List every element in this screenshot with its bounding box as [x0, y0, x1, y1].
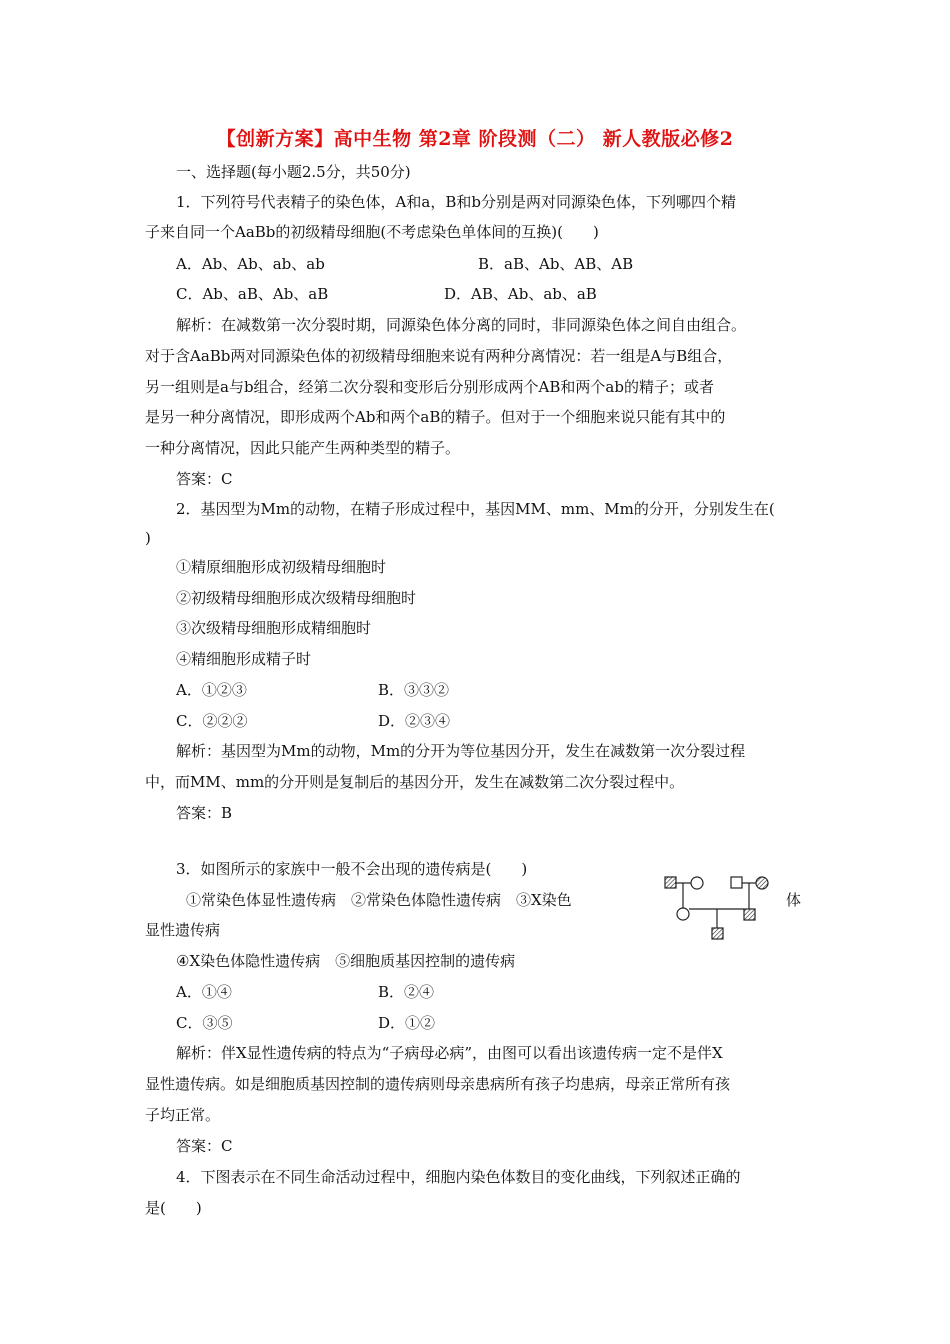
- q3-option-c: C．③⑤: [176, 1014, 233, 1032]
- unaffected-male-symbol: [731, 877, 742, 888]
- q2-explanation-line2: 中，而MM、mm的分开则是复制后的基因分开，发生在减数第二次分裂过程中。: [145, 773, 685, 791]
- q2-stem-line1: 2．基因型为Mm的动物，在精子形成过程中，基因MM、mm、Mm的分开，分别发生在(: [176, 500, 775, 518]
- q1-answer: 答案：C: [176, 470, 233, 488]
- q2-item-2: ②初级精母细胞形成次级精母细胞时: [176, 589, 417, 607]
- q1-explanation-line2: 对于含AaBb两对同源染色体的初级精母细胞来说有两种分离情况：若一组是A与B组合，: [145, 347, 733, 365]
- q3-stem: 3．如图所示的家族中一般不会出现的遗传病是( ): [176, 860, 528, 878]
- q3-items-line1-end: 体: [786, 891, 802, 909]
- q3-explanation-line1: 解析：伴X显性遗传病的特点为“子病母必病”，由图可以看出该遗传病一定不是伴X: [176, 1044, 723, 1062]
- q3-option-b: B．②④: [378, 983, 435, 1001]
- q3-option-d: D．①②: [378, 1014, 436, 1032]
- q2-option-a: A．①②③: [176, 681, 247, 699]
- q1-option-b: B．aB、Ab、AB、AB: [478, 255, 634, 273]
- affected-male-symbol: [665, 877, 676, 888]
- q1-explanation-line5: 一种分离情况，因此只能产生两种类型的精子。: [145, 439, 461, 457]
- q1-option-d: D．AB、Ab、ab、aB: [444, 285, 597, 303]
- q4-stem-line1: 4．下图表示在不同生命活动过程中，细胞内染色体数目的变化曲线，下列叙述正确的: [176, 1168, 741, 1186]
- q2-answer: 答案：B: [176, 804, 233, 822]
- q3-items-line3: ④X染色体隐性遗传病 ⑤细胞质基因控制的遗传病: [176, 952, 516, 970]
- q2-option-d: D．②③④: [378, 712, 451, 730]
- q1-stem-line2: 子来自同一个AaBb的初级精母细胞(不考虑染色单体间的互换)( ): [145, 223, 599, 241]
- affected-male-symbol: [744, 909, 755, 920]
- unaffected-female-symbol: [677, 908, 689, 920]
- section-heading: 一、选择题(每小题2.5分，共50分): [176, 163, 411, 181]
- pedigree-lines: [675, 883, 756, 928]
- q3-explanation-line2: 显性遗传病。如是细胞质基因控制的遗传病则母亲患病所有孩子均患病，母亲正常所有孩: [145, 1075, 731, 1093]
- q2-option-c: C．②②②: [176, 712, 248, 730]
- q3-answer: 答案：C: [176, 1137, 233, 1155]
- q2-stem-line2: ): [145, 529, 151, 547]
- q1-explanation-line1: 解析：在减数第一次分裂时期，同源染色体分离的同时，非同源染色体之间自由组合。: [176, 316, 747, 334]
- q2-option-b: B．③③②: [378, 681, 450, 699]
- affected-female-symbol: [756, 877, 768, 889]
- page-title: 【创新方案】高中生物 第2章 阶段测（二） 新人教版必修2: [216, 128, 734, 150]
- q4-stem-line2: 是( ): [145, 1199, 202, 1217]
- q2-item-4: ④精细胞形成精子时: [176, 650, 312, 668]
- q1-explanation-line3: 另一组则是a与b组合，经第二次分裂和变形后分别形成两个AB和两个ab的精子；或者: [145, 378, 714, 396]
- q1-stem-line1: 1．下列符号代表精子的染色体，A和a，B和b分别是两对同源染色体，下列哪四个精: [176, 193, 736, 211]
- q1-option-a: A．Ab、Ab、ab、ab: [176, 255, 325, 273]
- q1-explanation-line4: 是另一种分离情况，即形成两个Ab和两个aB的精子。但对于一个细胞来说只能有其中的: [145, 408, 726, 426]
- q2-explanation-line1: 解析：基因型为Mm的动物，Mm的分开为等位基因分开，发生在减数第一次分裂过程: [176, 742, 746, 760]
- q2-item-1: ①精原细胞形成初级精母细胞时: [176, 558, 387, 576]
- affected-male-symbol: [712, 928, 723, 939]
- pedigree-diagram: [660, 872, 775, 944]
- q3-items-line2: 显性遗传病: [145, 921, 221, 939]
- unaffected-female-symbol: [691, 877, 703, 889]
- q1-option-c: C．Ab、aB、Ab、aB: [176, 285, 329, 303]
- q3-option-a: A．①④: [176, 983, 232, 1001]
- q2-item-3: ③次级精母细胞形成精细胞时: [176, 619, 372, 637]
- q3-items-line1: ①常染色体显性遗传病 ②常染色体隐性遗传病 ③X染色: [186, 891, 572, 909]
- q3-explanation-line3: 子均正常。: [145, 1106, 221, 1124]
